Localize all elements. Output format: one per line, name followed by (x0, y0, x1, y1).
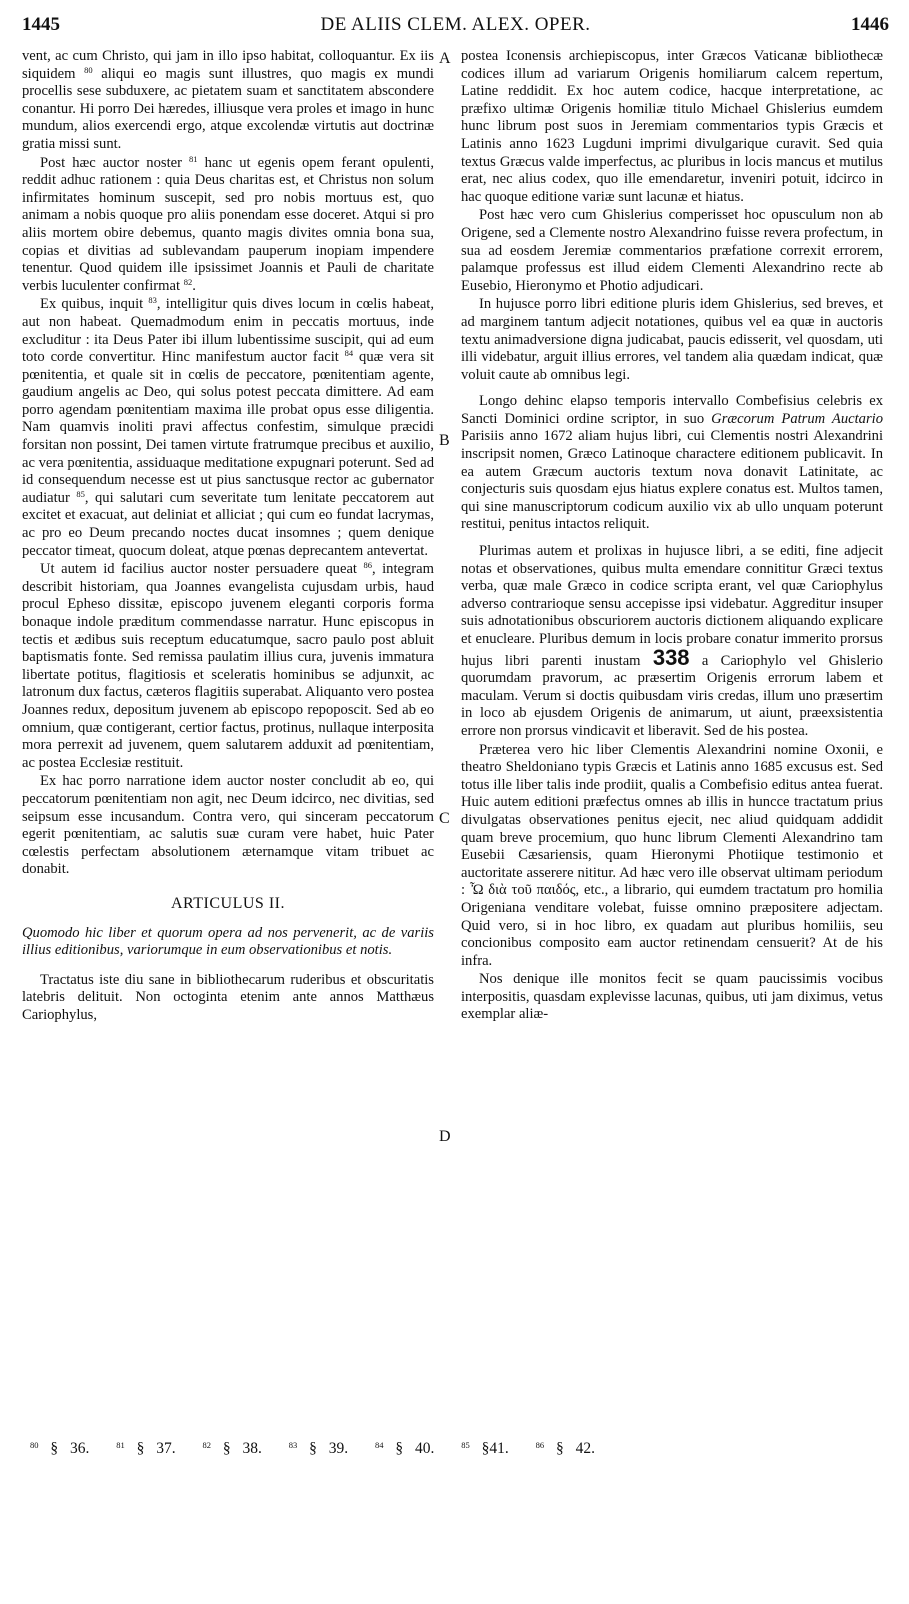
footnote-83: $^{83}$ § 39. (288, 1440, 349, 1457)
left-paragraph-5: Ex hac porro narratione idem auctor noster concludit ab eo, qui peccatorum pœnitentiam non agit, nec Deum idcirco, nec divitias, sed seipsum esse incusandum. Contra vero, qui sinceram peccatorum egerit pœnitentiam, ac salutis suæ curam vere habet, huic Pater cœlestis perfectam absolutionem æternamque vitam tribuet ac donabit. (22, 773, 434, 878)
left-column (22, 48, 434, 1025)
right-column (461, 48, 883, 1025)
section-heading: ARTICULUS II. (171, 894, 285, 912)
greek-quote: Ὦ διὰ τοῦ παιδός (469, 882, 576, 899)
footnote-86: $^{86}$ § 42. (535, 1440, 595, 1457)
footnote-ref-84: 84 (344, 348, 354, 359)
left-paragraph-3: Ex quibus, inquit $^{83}$, intelligitur quis dives locum in cœlis habeat, aut non habeat. Quemadmodum enim in peccatis mortuus, inde excluditur : ita Deus Pater ibi illum lubentissime suscipit, qui ad eum toto corde convertitur. Hinc manifestum auctor facit $^{84}$ quæ vera sit pœnitentia, et quale sit in cœlis de peccatore, pœnitentiam agente, gaudium angelis ac Deo, qui solus potest peccata dimittere. Ad eam porro agendam pœnitentiam maxima ille probat opus esse diligentia. Nam quamvis inoliti pravi affectus confestim, simulque præcidi forsitan non possint, Dei tamen virtute fratrumque precibus et auxilio, ac vera pœnitentia, assiduaque meditatione expugnari poterunt. Sed ad id consequendum necesse est ut pius sanctusque rector ac gubernator audiatur $^{85}$, qui salutari cum severitate tum lenitate peccatorem aut excitet et exacuat, aut deliniat et alliciat ; qui cum eo fundat lacrymas, ac pro eo Deum precando noctes ducat insomnes ; quem denique peccator timeat, quocum doleat, atque pœnas deprecantem antevertat. (22, 295, 435, 559)
running-title: DE ALIIS CLEM. ALEX. OPER. (320, 14, 591, 35)
margin-letter-b: B (439, 432, 450, 449)
footnote-85: $^{85}$ §41. (461, 1440, 509, 1457)
right-paragraph-5: Plurimas autem et prolixas in hujusce libri, a se editi, fine adjecit notas et observationes, quibus multa emendare connititur Græci textus verba, quæ male Græco in codice scripta erant, vel quæ Cariophylus adverso contrarioque sensu accepisse ipsi videbatur. Aggreditur insuper suis adnotationibus obscuriorem auctoris dictionem aliquando explicare et enucleare. Pluribus demum in locis probare conatur immerito prorsus hujus libri parenti inustam 338 a Cariophylo vel Ghislerio quorumdam pravorum, ac præsertim Origenis errorum labem et maculam. Verum si doctis quibusdam viris credas, illum uno præsertim in loco ab ejusdem Origenis de animarum, ut aiunt, præexsistentia errore non prorsus vindicavit et liberavit. Sed de his postea. (461, 543, 883, 739)
left-paragraph-1: vent, ac cum Christo, qui jam in illo ipso habitat, colloquantur. Ex iis siquidem $^{80}$ aliqui eo magis sunt illustres, quo magis ex mundi procellis sese subduxere, ac pietatem suam et sanctitatem abscondere conantur. Hi porro Dei hæredes, illiusque vera proles et imago in hunc mundum, alios exercendi ergo, atque excolendæ virtutis aut doctrinæ gratia missi sunt. (22, 48, 434, 152)
book-title: Græcorum Patrum Auctario (711, 410, 883, 427)
footnote-80: $^{80}$ § 36. (30, 1440, 90, 1457)
footnote-ref-85: 85 (76, 488, 85, 499)
right-paragraph-3: In hujusce porro libri editione pluris idem Ghislerius, sed breves, et ad marginem tantum adjecit notationes, quibus vel ea quæ in auctoris textu animadversione digna judicabat, paucis edisserit, vel quosdam, uti illi videbatur, arguit illius errores, vel tandem alia quædam indicat, quæ voluit caute ab omnibus legi. (461, 296, 883, 383)
right-paragraph-1: postea Iconensis archiepiscopus, inter Græcos Vaticanæ bibliothecæ codices illum ad variarum Origenis homiliarum calcem repertum, Latine reddidit. Ex hoc autem codice, hacque interpretatione, ac præfixo ultimæ Origenis homiliæ titulo Michael Ghislerius eumdem hunc librum post suos in Jeremiam commentarios typis Græcis et Latinis anno 1623 Lugduni imprimi divulgarique curavit. Sed quia textus Græcus valde imperfectus, ac pluribus in locis mancus et mutilus erat, nec alius codex, quo ille emendaretur, inveniri potuit, idcirco in hac quoque editione variæ sunt lacunæ et hiatus. (461, 48, 883, 205)
footnote-81: $^{81}$ § 37. (116, 1440, 176, 1457)
left-paragraph-4: Ut autem id facilius auctor noster persuadere queat $^{86}$, integram describit historiam, qua Joannes evangelista cujusdam urbis, haud procul Epheso dissitæ, episcopo juvenem eleganti corporis forma bonaque indole præditum commendasse narratur. Hunc episcopus in tectis et ædibus suis receptum educatumque, sacro paulo post abluit baptismatis fonte. Sed remissa paulatim illius cura, juvenis immatura libertate potitus, flagitiosis et sceleratis hominibus se adjunxit, ac latronum dux factus, cæteros flagitiis superabat. Aliquanto vero postea Joannes redux, depositum juvenem ab episcopo repoposcit. Sed ab eo omnium, quæ contigerant, certior factus, protinus, nullaque interposita mora perrexit ad juvenem, quem salutarem adduxit ad pœnitentiam, ac postea Ecclesiæ restituit. (22, 560, 434, 771)
right-paragraph-6: Præterea vero hic liber Clementis Alexandrini nomine Oxonii, e theatro Sheldoniano typis Græcis et Latinis anno 1685 excusus est. Sed totus ille liber talis inde prodiit, qualis a Combefisio editus antea fuerat. Huic autem editioni præfectus omnes ab illis in huncce tractatum prius divulgatas observationes penitus ejecit, nec aliud quidquam addidit quam breve procemium, quo hunc librum Clementi Alexandrino tam Eusebii Cæsariensis, quam Hieronymi Photiique testimonio et auctoritate asserere nititur. Ad hæc vero ille observat ultimam periodum : Ὦ διὰ τοῦ παιδός, etc., a librario, qui eumdem tractatum pro homilia Origeniana venditare volebat, fuisse omnino præpositere adjectam. Quid vero, si in hoc libro, ex quadam aut pluribus homiliis, seu concionibus composito eam auctor retinendam censuerit? At de his infra. (461, 741, 883, 969)
footnote-ref-82: 82 (183, 276, 193, 287)
footnote-ref-86: 86 (363, 560, 372, 571)
left-page-number: 1445 (22, 14, 60, 35)
footnote-ref-80: 80 (84, 64, 93, 75)
left-paragraph-2: Post hæc auctor noster $^{81}$ hanc ut egenis opem ferant opulenti, reddit adhuc rationem : quia Deus charitas est, et Christus non solum infirmitates hominum suscepit, sed pro nobis mortuus est, quo animam a nobis quoque pro aliis ponendam esse doceret. Atqui si pro aliis mortem obire debemus, quanto magis divites omnia bona sua, copias et divitias ad sublevandam pauperum inopiam impendere tenentur. Quod quidem ille ipsissimet Joannis et Pauli de charitate verbis luculenter confirmat $^{82}$. (22, 153, 434, 294)
footnote-82: $^{82}$ § 38. (202, 1440, 262, 1457)
right-paragraph-7: Nos denique ille monitos fecit se quam paucissimis vocibus interpositis, quasdam explevisse lacunas, quibus, uti jam diximus, vetus exemplar aliæ- (461, 971, 883, 1023)
right-page-number: 1446 (851, 14, 889, 35)
footnote-ref-81: 81 (189, 153, 198, 164)
section-summary: Quomodo hic liber et quorum opera ad nos pervenerit, ac de variis illius editionibus, variorumque in eum observationibus et notis. (22, 924, 434, 959)
left-paragraph-6: Tractatus iste diu sane in bibliothecarum ruderibus et obscuritatis latebris delituit. Non octoginta etenim ante annos Matthæus Cariophylus, (22, 971, 434, 1023)
right-paragraph-2: Post hæc vero cum Ghislerius comperisset hoc opusculum non ab Origene, sed a Clemente nostro Alexandrino fuisse revera profectum, in sua ad eosdem Jeremiæ commentarios præfatione correxit errorem, palamque professus est illud eidem Clementi Alexandrino recte ab Eusebio, Hieronymo et Photio adjudicari. (461, 207, 883, 294)
right-paragraph-4: Longo dehinc elapso temporis intervallo Combefisius celebris ex Sancti Dominici ordine scriptor, in suo Græcorum Patrum Auctario Parisiis anno 1672 aliam hujus libri, cui Clementis nostri Alexandrini inscripsit nomen, Græco Latinoque charactere editionem publicavit. In ea autem Græcum auctoris textum nova donavit Latinitate, ac conjecturis suis quosdam ejus hiatus explere conatus est. Multos tamen, qui sine manuscriptorum codicum auxilio vix ab ullo unquam poterunt restitui, penitus intactos reliquit. (461, 393, 883, 533)
footnotes (30, 1440, 879, 1458)
page-header (22, 14, 889, 38)
footnote-84: $^{84}$ § 40. (375, 1440, 435, 1457)
footnote-ref-83: 83 (148, 295, 157, 306)
original-page-number: 338 (652, 644, 690, 670)
margin-letter-a: A (439, 50, 451, 67)
margin-letter-d: D (439, 1128, 451, 1145)
margin-letter-c: C (439, 810, 450, 827)
